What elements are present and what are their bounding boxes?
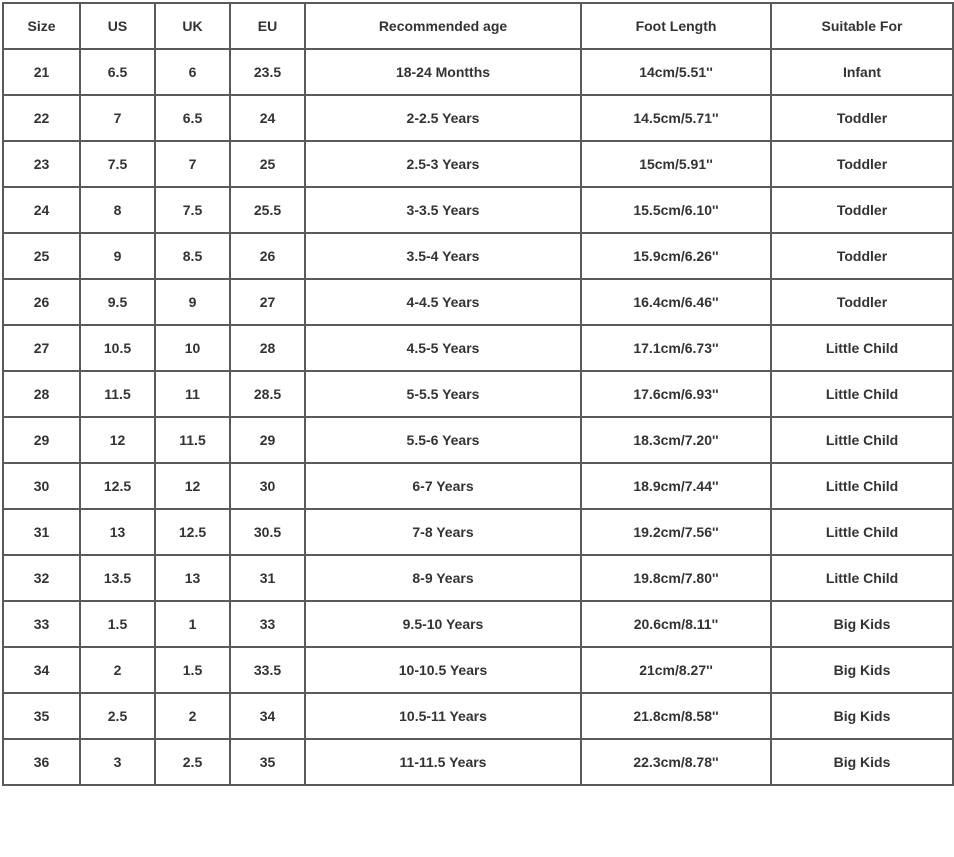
foot-length-cell: 16.4cm/6.46'' (581, 279, 771, 325)
us-cell: 3 (80, 739, 155, 785)
age-cell: 2.5-3 Years (305, 141, 581, 187)
uk-cell: 11 (155, 371, 230, 417)
header-uk: UK (155, 3, 230, 49)
header-recommended-age: Recommended age (305, 3, 581, 49)
foot-length-cell: 14.5cm/5.71'' (581, 95, 771, 141)
header-suitable-for: Suitable For (771, 3, 953, 49)
uk-cell: 2 (155, 693, 230, 739)
suitable-for-cell: Infant (771, 49, 953, 95)
uk-cell: 8.5 (155, 233, 230, 279)
age-cell: 3-3.5 Years (305, 187, 581, 233)
eu-cell: 34 (230, 693, 305, 739)
us-cell: 2.5 (80, 693, 155, 739)
us-cell: 8 (80, 187, 155, 233)
us-cell: 13 (80, 509, 155, 555)
age-cell: 10.5-11 Years (305, 693, 581, 739)
age-cell: 11-11.5 Years (305, 739, 581, 785)
eu-cell: 29 (230, 417, 305, 463)
size-cell: 21 (3, 49, 80, 95)
table-row (3, 417, 953, 463)
us-cell: 12 (80, 417, 155, 463)
uk-cell: 2.5 (155, 739, 230, 785)
table-row (3, 371, 953, 417)
header-row (3, 3, 953, 49)
eu-cell: 31 (230, 555, 305, 601)
age-cell: 4.5-5 Years (305, 325, 581, 371)
age-cell: 7-8 Years (305, 509, 581, 555)
foot-length-cell: 17.6cm/6.93'' (581, 371, 771, 417)
foot-length-cell: 15cm/5.91'' (581, 141, 771, 187)
eu-cell: 33 (230, 601, 305, 647)
us-cell: 6.5 (80, 49, 155, 95)
size-cell: 23 (3, 141, 80, 187)
uk-cell: 1.5 (155, 647, 230, 693)
age-cell: 2-2.5 Years (305, 95, 581, 141)
size-cell: 32 (3, 555, 80, 601)
eu-cell: 25.5 (230, 187, 305, 233)
suitable-for-cell: Big Kids (771, 693, 953, 739)
eu-cell: 28 (230, 325, 305, 371)
eu-cell: 24 (230, 95, 305, 141)
table-row (3, 141, 953, 187)
size-cell: 27 (3, 325, 80, 371)
table-row (3, 509, 953, 555)
table-row (3, 233, 953, 279)
eu-cell: 33.5 (230, 647, 305, 693)
table-row (3, 187, 953, 233)
size-cell: 26 (3, 279, 80, 325)
us-cell: 7.5 (80, 141, 155, 187)
eu-cell: 30 (230, 463, 305, 509)
suitable-for-cell: Little Child (771, 371, 953, 417)
foot-length-cell: 15.5cm/6.10'' (581, 187, 771, 233)
us-cell: 11.5 (80, 371, 155, 417)
suitable-for-cell: Toddler (771, 141, 953, 187)
size-cell: 30 (3, 463, 80, 509)
size-cell: 35 (3, 693, 80, 739)
size-chart-table (2, 2, 954, 786)
foot-length-cell: 14cm/5.51'' (581, 49, 771, 95)
table-body (3, 49, 953, 785)
suitable-for-cell: Big Kids (771, 647, 953, 693)
table-row (3, 555, 953, 601)
eu-cell: 26 (230, 233, 305, 279)
age-cell: 8-9 Years (305, 555, 581, 601)
size-cell: 28 (3, 371, 80, 417)
foot-length-cell: 18.9cm/7.44'' (581, 463, 771, 509)
table-row (3, 95, 953, 141)
suitable-for-cell: Toddler (771, 95, 953, 141)
foot-length-cell: 19.2cm/7.56'' (581, 509, 771, 555)
eu-cell: 30.5 (230, 509, 305, 555)
eu-cell: 25 (230, 141, 305, 187)
eu-cell: 35 (230, 739, 305, 785)
us-cell: 13.5 (80, 555, 155, 601)
eu-cell: 28.5 (230, 371, 305, 417)
age-cell: 4-4.5 Years (305, 279, 581, 325)
uk-cell: 7.5 (155, 187, 230, 233)
age-cell: 5-5.5 Years (305, 371, 581, 417)
foot-length-cell: 21cm/8.27'' (581, 647, 771, 693)
header-us: US (80, 3, 155, 49)
us-cell: 10.5 (80, 325, 155, 371)
size-cell: 34 (3, 647, 80, 693)
us-cell: 9 (80, 233, 155, 279)
table-row (3, 49, 953, 95)
eu-cell: 27 (230, 279, 305, 325)
us-cell: 12.5 (80, 463, 155, 509)
uk-cell: 12 (155, 463, 230, 509)
suitable-for-cell: Little Child (771, 509, 953, 555)
foot-length-cell: 19.8cm/7.80'' (581, 555, 771, 601)
us-cell: 1.5 (80, 601, 155, 647)
suitable-for-cell: Little Child (771, 555, 953, 601)
suitable-for-cell: Big Kids (771, 739, 953, 785)
uk-cell: 7 (155, 141, 230, 187)
suitable-for-cell: Toddler (771, 187, 953, 233)
header-size: Size (3, 3, 80, 49)
size-cell: 24 (3, 187, 80, 233)
uk-cell: 10 (155, 325, 230, 371)
suitable-for-cell: Big Kids (771, 601, 953, 647)
uk-cell: 9 (155, 279, 230, 325)
size-cell: 25 (3, 233, 80, 279)
age-cell: 10-10.5 Years (305, 647, 581, 693)
size-cell: 33 (3, 601, 80, 647)
table-row (3, 647, 953, 693)
table-row (3, 601, 953, 647)
size-chart-wrapper (2, 2, 954, 786)
size-cell: 31 (3, 509, 80, 555)
foot-length-cell: 21.8cm/8.58'' (581, 693, 771, 739)
foot-length-cell: 15.9cm/6.26'' (581, 233, 771, 279)
table-row (3, 739, 953, 785)
eu-cell: 23.5 (230, 49, 305, 95)
suitable-for-cell: Toddler (771, 279, 953, 325)
uk-cell: 12.5 (155, 509, 230, 555)
header-eu: EU (230, 3, 305, 49)
age-cell: 6-7 Years (305, 463, 581, 509)
size-cell: 22 (3, 95, 80, 141)
age-cell: 9.5-10 Years (305, 601, 581, 647)
foot-length-cell: 20.6cm/8.11'' (581, 601, 771, 647)
uk-cell: 1 (155, 601, 230, 647)
uk-cell: 6 (155, 49, 230, 95)
table-row (3, 279, 953, 325)
suitable-for-cell: Little Child (771, 325, 953, 371)
uk-cell: 11.5 (155, 417, 230, 463)
us-cell: 2 (80, 647, 155, 693)
table-row (3, 693, 953, 739)
age-cell: 18-24 Montths (305, 49, 581, 95)
table-row (3, 325, 953, 371)
age-cell: 3.5-4 Years (305, 233, 581, 279)
suitable-for-cell: Little Child (771, 417, 953, 463)
suitable-for-cell: Toddler (771, 233, 953, 279)
foot-length-cell: 17.1cm/6.73'' (581, 325, 771, 371)
uk-cell: 13 (155, 555, 230, 601)
size-cell: 29 (3, 417, 80, 463)
table-row (3, 463, 953, 509)
us-cell: 7 (80, 95, 155, 141)
foot-length-cell: 22.3cm/8.78'' (581, 739, 771, 785)
suitable-for-cell: Little Child (771, 463, 953, 509)
age-cell: 5.5-6 Years (305, 417, 581, 463)
uk-cell: 6.5 (155, 95, 230, 141)
header-foot-length: Foot Length (581, 3, 771, 49)
foot-length-cell: 18.3cm/7.20'' (581, 417, 771, 463)
us-cell: 9.5 (80, 279, 155, 325)
size-cell: 36 (3, 739, 80, 785)
